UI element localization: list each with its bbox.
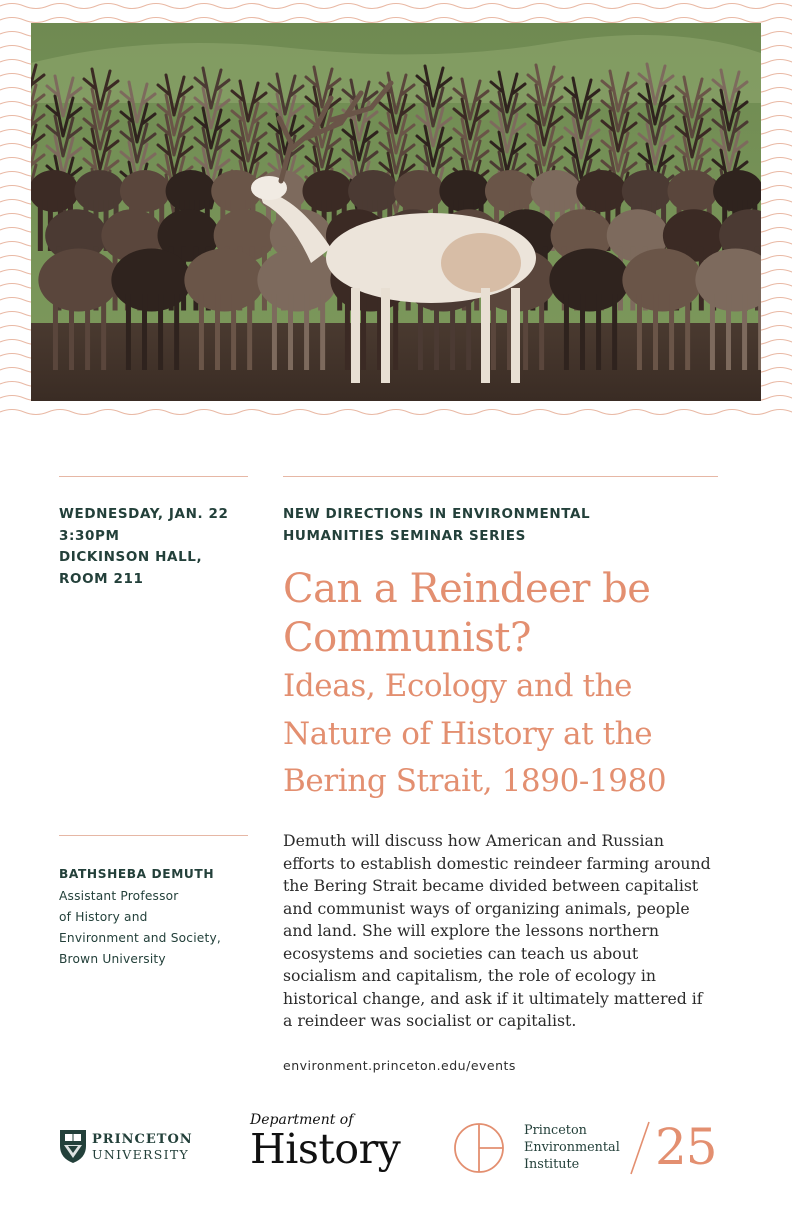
reindeer-herd-photo xyxy=(31,23,761,401)
event-date: WEDNESDAY, JAN. 22 xyxy=(59,506,229,522)
event-location-line1: DICKINSON HALL, xyxy=(59,549,203,565)
talk-title xyxy=(283,565,753,806)
pei-name-line2: Environmental xyxy=(524,1140,620,1155)
pei-logo xyxy=(452,1119,732,1179)
description-line: the Bering Strait became divided between capitalist xyxy=(283,876,699,895)
pei-name-line1: Princeton xyxy=(524,1123,587,1138)
history-word: History xyxy=(250,1125,401,1173)
event-time: 3:30PM xyxy=(59,527,120,544)
event-location-line2: ROOM 211 xyxy=(59,570,144,587)
speaker-affiliation: Brown University xyxy=(59,952,166,966)
title-sub-line1: Ideas, Ecology and the xyxy=(283,668,633,704)
series-line2: HUMANITIES SEMINAR SERIES xyxy=(283,527,526,544)
speaker-info xyxy=(59,865,259,970)
description-line: Demuth will discuss how American and Russian xyxy=(283,831,664,850)
title-main-line1: Can a Reindeer be xyxy=(283,566,651,612)
event-details xyxy=(59,504,249,590)
divider-right-top xyxy=(283,476,718,477)
description-line: efforts to establish domestic reindeer farming around xyxy=(283,853,711,873)
title-sub-line3: Bering Strait, 1890-1980 xyxy=(283,763,667,799)
description-line: and communist ways of organizing animals, people xyxy=(283,898,690,918)
description-line: socialism and capitalism, the role of ecology in xyxy=(283,966,657,985)
department-of-history-logo xyxy=(250,1111,430,1171)
divider-left-top xyxy=(59,476,248,477)
princeton-university-text: UNIVERSITY xyxy=(92,1147,190,1162)
princeton-name: PRINCETON xyxy=(92,1132,193,1147)
description-line: and land. She will explore the lessons northern xyxy=(283,921,659,940)
princeton-university-logo xyxy=(59,1128,229,1168)
pei-anniversary-number: 25 xyxy=(655,1118,717,1176)
pei-name xyxy=(524,1122,620,1173)
speaker-name: BATHSHEBA DEMUTH xyxy=(59,867,215,881)
history-dept-label: Department of xyxy=(250,1112,354,1128)
description-line: historical change, and ask if it ultimately mattered if xyxy=(283,988,703,1008)
pei-circle-mark-icon xyxy=(452,1119,508,1177)
events-url-link[interactable]: environment.princeton.edu/events xyxy=(283,1058,516,1073)
title-main-line2: Communist? xyxy=(283,615,531,661)
pei-name-line3: Institute xyxy=(524,1157,580,1172)
title-sub-line2: Nature of History at the xyxy=(283,715,653,752)
talk-description xyxy=(283,830,723,1033)
speaker-title-line1: Assistant Professor xyxy=(59,889,179,903)
speaker-title-line3: Environment and Society, xyxy=(59,931,221,945)
divider-left-mid xyxy=(59,835,248,836)
description-line: a reindeer was socialist or capitalist. xyxy=(283,1011,577,1030)
seminar-series xyxy=(283,504,723,547)
series-line1: NEW DIRECTIONS IN ENVIRONMENTAL xyxy=(283,506,591,522)
description-line: ecosystems and societies can teach us about xyxy=(283,943,639,963)
speaker-title-line2: of History and xyxy=(59,910,148,924)
princeton-shield-icon xyxy=(59,1128,87,1164)
slash-divider-icon xyxy=(627,1119,653,1177)
